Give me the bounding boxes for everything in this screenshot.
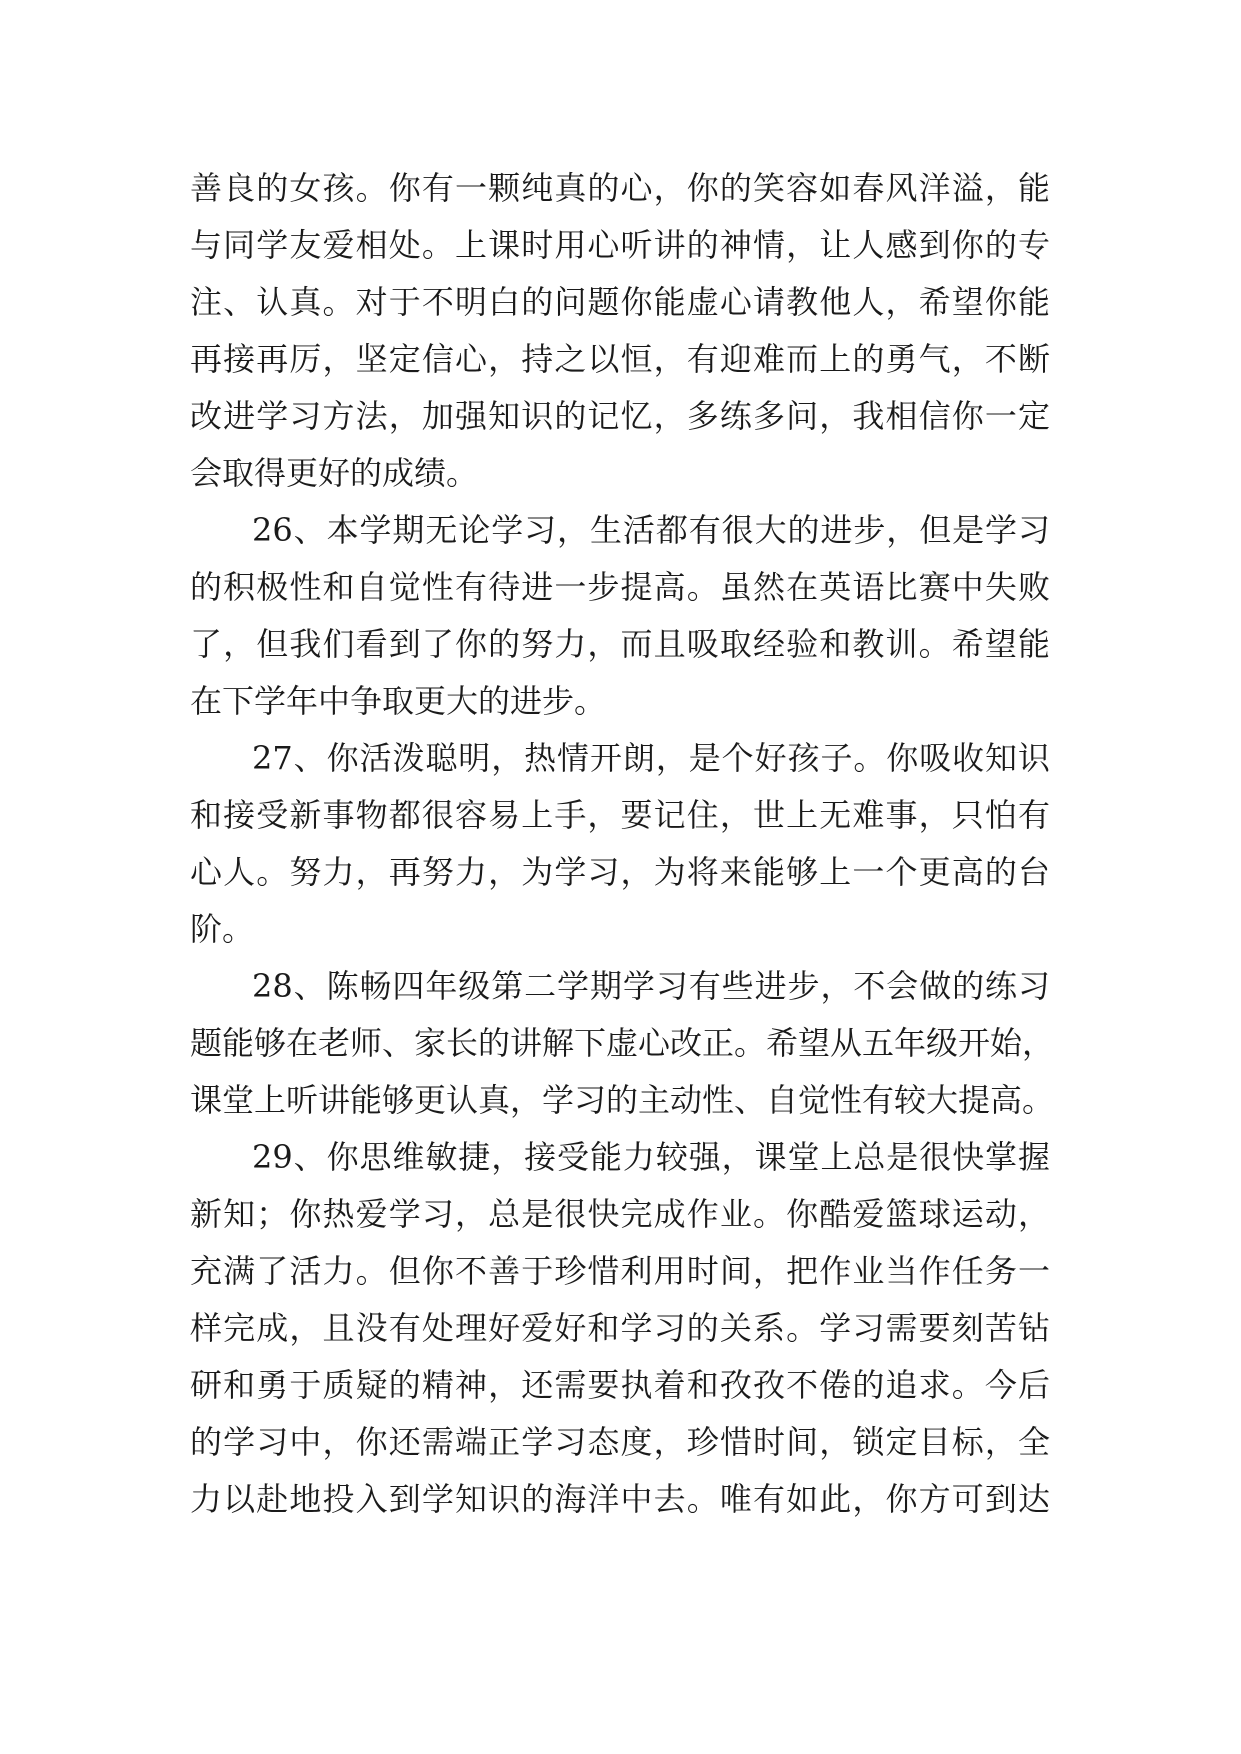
text-line: 会取得更好的成绩。 <box>190 454 479 492</box>
text-line: 的学习中，你还需端正学习态度，珍惜时间，锁定目标，全 <box>190 1423 1050 1461</box>
text-line: 和接受新事物都很容易上手，要记住，世上无难事，只怕有 <box>190 796 1050 834</box>
text-line: 新知；你热爱学习，总是很快完成作业。你酷爱篮球运动， <box>190 1195 1050 1233</box>
text-line: 力以赴地投入到学知识的海洋中去。唯有如此，你方可到达 <box>190 1480 1050 1518</box>
paragraph-27-first-line: 27、你活泼聪明，热情开朗，是个好孩子。你吸收知识 <box>252 739 1050 777</box>
text-line: 充满了活力。但你不善于珍惜利用时间，把作业当作任务一 <box>190 1252 1050 1290</box>
text-line: 研和勇于质疑的精神，还需要执着和孜孜不倦的追求。今后 <box>190 1366 1050 1404</box>
text-line: 改进学习方法，加强知识的记忆，多练多问，我相信你一定 <box>190 397 1050 435</box>
paragraph-29-first-line: 29、你思维敏捷，接受能力较强，课堂上总是很快掌握 <box>252 1138 1050 1176</box>
text-line: 样完成，且没有处理好爱好和学习的关系。学习需要刻苦钻 <box>190 1309 1050 1347</box>
text-line: 课堂上听讲能够更认真，学习的主动性、自觉性有较大提高。 <box>190 1081 1055 1119</box>
text-line: 再接再厉，坚定信心，持之以恒，有迎难而上的勇气，不断 <box>190 340 1050 378</box>
text-line: 在下学年中争取更大的进步。 <box>190 682 607 720</box>
text-line: 题能够在老师、家长的讲解下虚心改正。希望从五年级开始， <box>190 1024 1055 1062</box>
text-line: 善良的女孩。你有一颗纯真的心，你的笑容如春风洋溢，能 <box>190 169 1050 207</box>
text-line: 了，但我们看到了你的努力，而且吸取经验和教训。希望能 <box>190 625 1050 663</box>
paragraph-28-first-line: 28、陈畅四年级第二学期学习有些进步，不会做的练习 <box>252 967 1050 1005</box>
text-line: 的积极性和自觉性有待进一步提高。虽然在英语比赛中失败 <box>190 568 1050 606</box>
text-line: 注、认真。对于不明白的问题你能虚心请教他人，希望你能 <box>190 283 1050 321</box>
text-line: 心人。努力，再努力，为学习，为将来能够上一个更高的台 <box>190 853 1050 891</box>
text-line: 与同学友爱相处。上课时用心听讲的神情，让人感到你的专 <box>190 226 1050 264</box>
text-line: 阶。 <box>190 910 255 948</box>
paragraph-26-first-line: 26、本学期无论学习，生活都有很大的进步，但是学习 <box>252 511 1050 549</box>
